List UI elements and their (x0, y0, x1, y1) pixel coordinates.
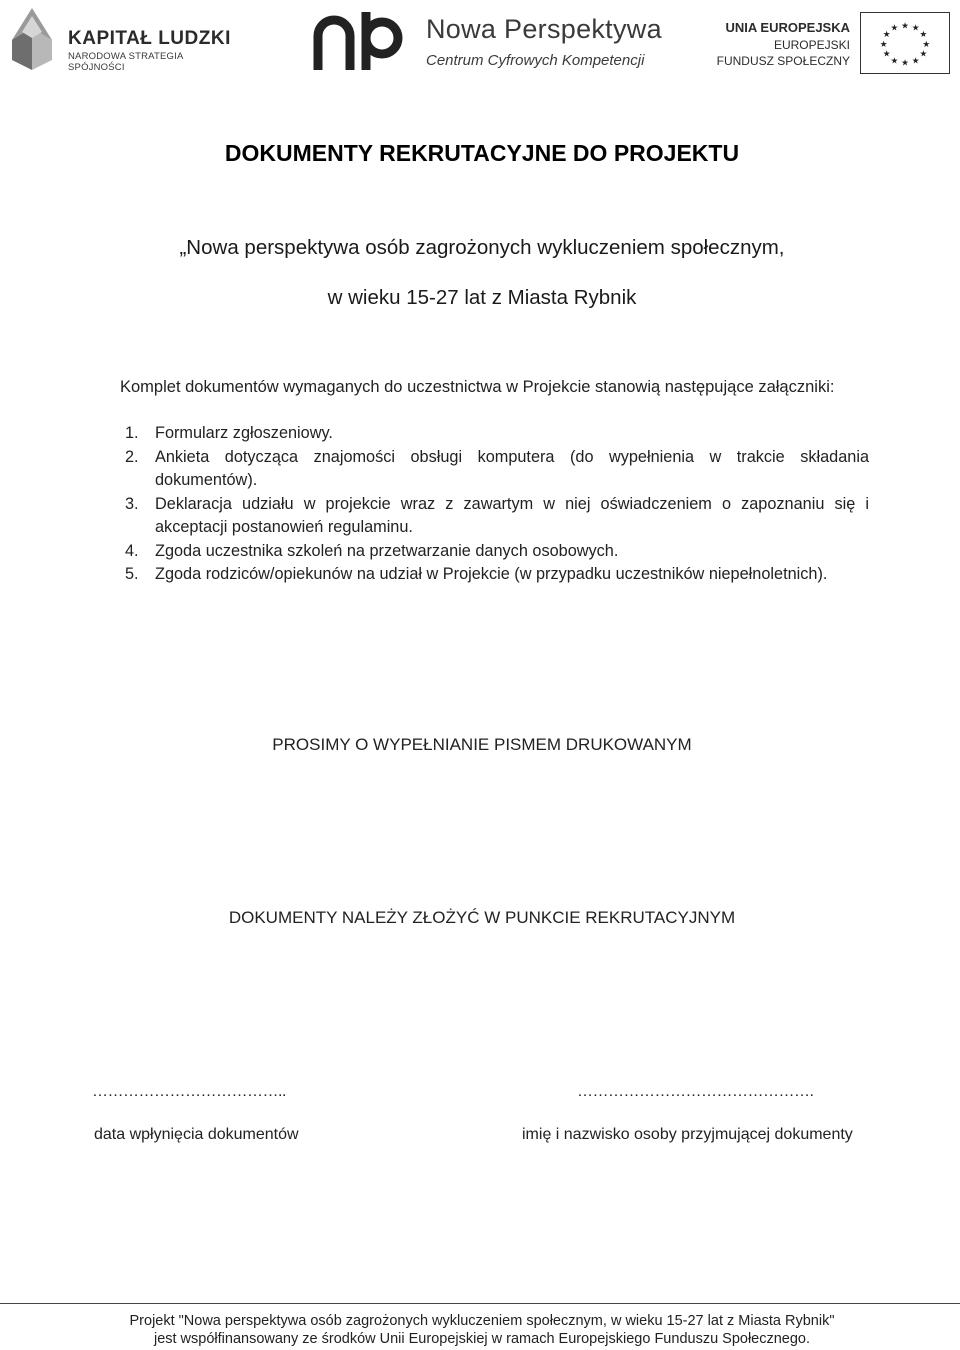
list-item (125, 446, 869, 493)
svg-text:★: ★ (911, 56, 920, 67)
list-item-number: 5. (125, 565, 139, 583)
svg-text:★: ★ (911, 23, 920, 34)
nowa-perspektywa-subtitle: Centrum Cyfrowych Kompetencji (426, 52, 645, 69)
kapital-ludzki-emblem-icon (8, 4, 56, 74)
list-item-number: 2. (125, 447, 139, 466)
svg-text:★: ★ (882, 30, 891, 41)
list-item-text: Zgoda rodziców/opiekunów na udział w Projekcie (w przypadku uczestników niepełnoletnich). (155, 565, 828, 583)
footer-line1: Projekt "Nowa perspektywa osób zagrożonych wykluczeniem społecznym, w wieku 15-27 lat z Miasta Rybnik" (129, 1313, 835, 1329)
list-item-text: Ankieta dotycząca znajomości obsługi komputera (do wypełnienia w trakcie składania dokumentów). (155, 447, 869, 489)
list-item (125, 563, 869, 587)
project-name-line2: w wieku 15-27 lat z Miasta Rybnik (327, 286, 637, 309)
list-item-text: Zgoda uczestnika szkoleń na przetwarzanie danych osobowych. (155, 541, 619, 560)
svg-text:★: ★ (882, 49, 891, 60)
list-item-number: 4. (125, 541, 139, 560)
eu-line3: FUNDUSZ SPOŁECZNY (716, 54, 850, 68)
list-item-number: 3. (125, 494, 139, 513)
eu-logo (716, 12, 950, 74)
nowa-perspektywa-title: Nowa Perspektywa (426, 14, 662, 44)
svg-text:★: ★ (922, 39, 931, 50)
kapital-ludzki-title: KAPITAŁ LUDZKI (68, 28, 231, 49)
project-name-line1: „Nowa perspektywa osób zagrożonych wykluczeniem społecznym, (179, 236, 785, 259)
eu-line2: EUROPEJSKI (773, 38, 850, 52)
footer-line2: jest współfinansowany ze środków Unii Europejskiej w ramach Europejskiego Funduszu Społecznego. (153, 1331, 811, 1347)
list-item (125, 422, 869, 446)
print-notice: PROSIMY O WYPEŁNIANIE PISMEM DRUKOWANYM (272, 735, 692, 754)
attachments-list (125, 422, 869, 587)
eu-line1: UNIA EUROPEJSKA (725, 20, 850, 35)
nowa-perspektywa-np-icon (312, 8, 408, 74)
receiver-name-line: ………………………………………. (577, 1083, 814, 1100)
attachments-intro: Komplet dokumentów wymaganych do uczestnictwa w Projekcie stanowią następujące załączniki: (120, 378, 835, 396)
date-received-label: data wpłynięcia dokumentów (94, 1126, 299, 1143)
list-item (125, 540, 869, 564)
receiver-name-label: imię i nazwisko osoby przyjmującej dokumenty (522, 1126, 853, 1143)
document-title: DOKUMENTY REKRUTACYJNE DO PROJEKTU (224, 140, 740, 166)
svg-text:★: ★ (901, 21, 909, 32)
svg-text:★: ★ (919, 30, 928, 41)
footer-divider (0, 1303, 960, 1304)
list-item-text: Formularz zgłoszeniowy. (155, 424, 333, 442)
kapital-ludzki-subtitle: NARODOWA STRATEGIA SPÓJNOŚCI (68, 51, 183, 73)
svg-text:★: ★ (890, 23, 899, 34)
svg-text:★: ★ (879, 39, 888, 50)
nowa-perspektywa-logo (312, 4, 672, 76)
list-item (125, 493, 869, 540)
submit-notice: DOKUMENTY NALEŻY ZŁOŻYĆ W PUNKCIE REKRUTACYJNYM (228, 908, 736, 927)
svg-text:★: ★ (890, 56, 899, 67)
svg-text:★: ★ (901, 58, 909, 69)
eu-stars-flag-icon (860, 12, 950, 74)
kapital-ludzki-logo (8, 4, 238, 74)
list-item-number: 1. (125, 424, 139, 442)
svg-text:★: ★ (919, 49, 928, 60)
list-item-text: Deklaracja udziału w projekcie wraz z zawartym w niej oświadczeniem o zapoznaniu się i akceptacji postanowień regulaminu. (155, 494, 869, 536)
date-received-line: ……………………………….. (92, 1083, 286, 1100)
